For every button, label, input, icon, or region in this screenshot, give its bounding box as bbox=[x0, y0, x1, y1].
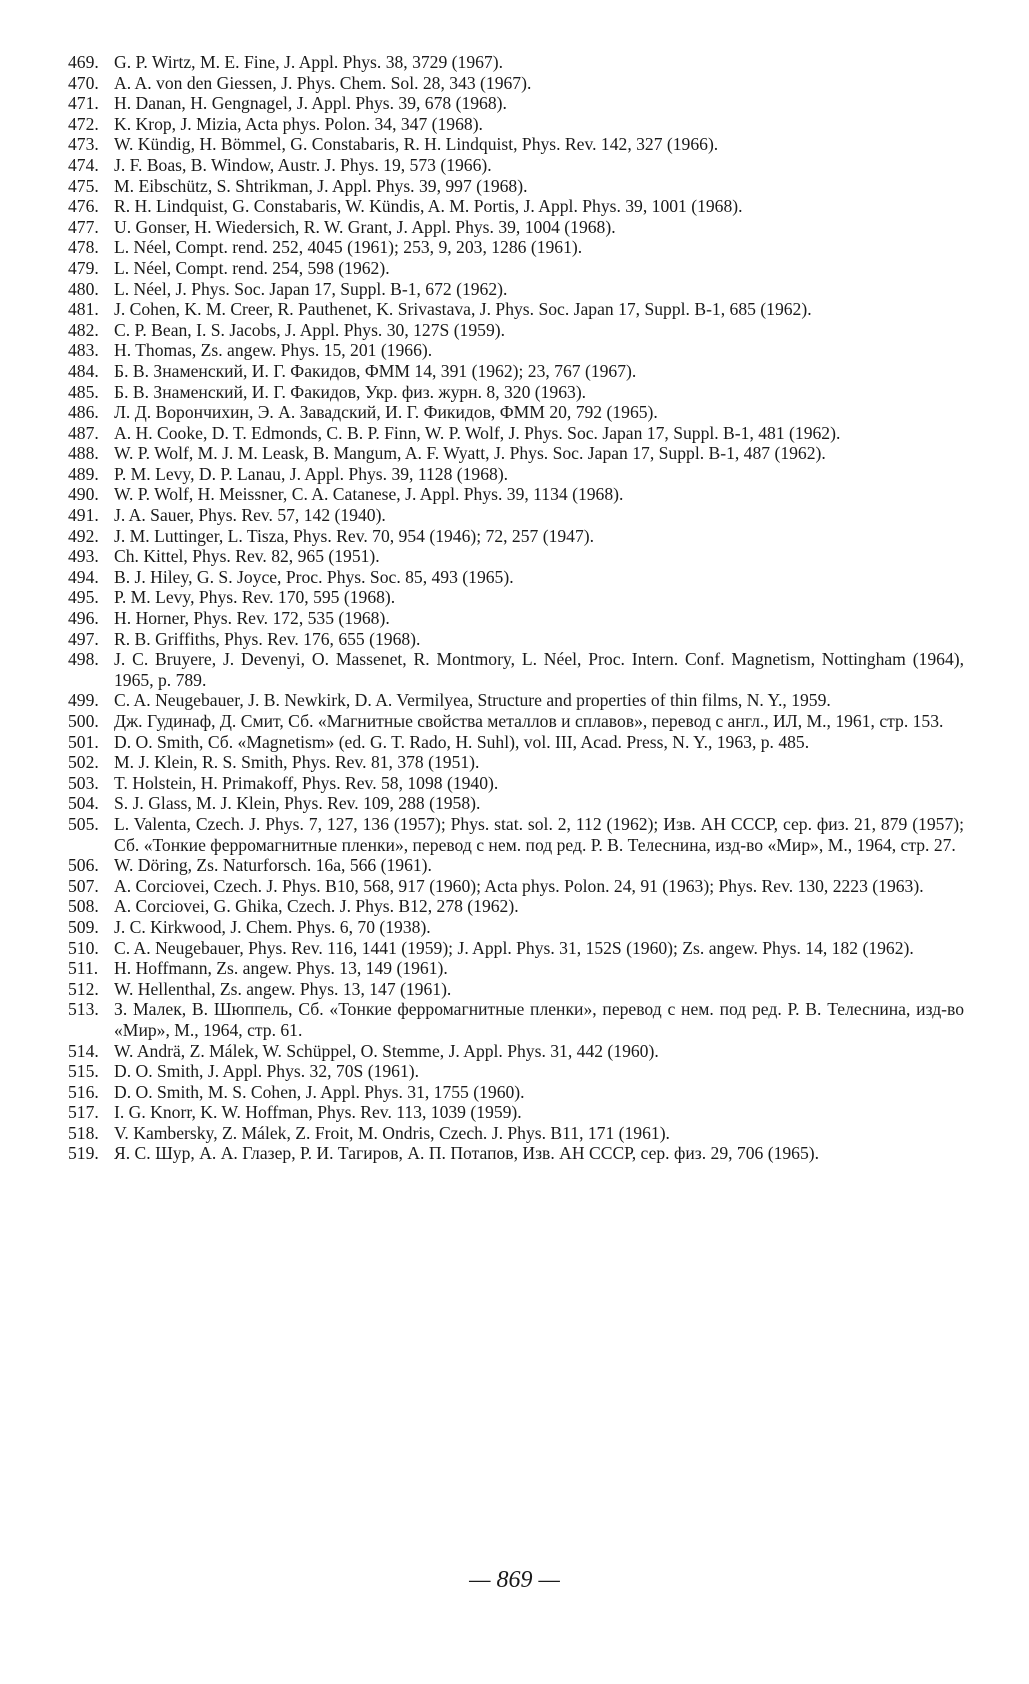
reference-text: B. J. Hiley, G. S. Joyce, Proc. Phys. Soc. 85, 493 (1965). bbox=[114, 566, 514, 587]
reference-text: L. Néel, Compt. rend. 254, 598 (1962). bbox=[114, 257, 390, 278]
reference-number: 472. bbox=[68, 113, 99, 134]
reference-item bbox=[68, 237, 964, 258]
reference-number: 473. bbox=[68, 134, 99, 155]
reference-item bbox=[68, 361, 964, 382]
page-number: — 869 — bbox=[469, 1567, 560, 1593]
reference-number: 476. bbox=[68, 196, 99, 217]
reference-item bbox=[68, 855, 964, 876]
reference-number: 500. bbox=[68, 711, 99, 731]
reference-item bbox=[68, 484, 964, 505]
reference-number: 501. bbox=[68, 731, 99, 752]
reference-number: 518. bbox=[68, 1122, 99, 1143]
reference-number: 491. bbox=[68, 505, 99, 526]
reference-number: 507. bbox=[68, 875, 99, 896]
reference-item bbox=[68, 917, 964, 938]
reference-item bbox=[68, 1102, 964, 1123]
reference-number: 502. bbox=[68, 752, 99, 773]
reference-text: J. F. Boas, B. Window, Austr. J. Phys. 19, 573 (1966). bbox=[114, 154, 492, 175]
reference-text: J. A. Sauer, Phys. Rev. 57, 142 (1940). bbox=[114, 505, 386, 526]
reference-text: З. Малек, В. Шюппель, Сб. «Тонкие ферромагнитные пленки», перевод с нем. под ред. Р. В. Телеснина, изд-во «Мир», М., 1964, стр. 61. bbox=[114, 999, 964, 1040]
reference-item bbox=[68, 752, 964, 773]
reference-text: J. C. Bruyere, J. Devenyi, O. Massenet, R. Montmory, L. Néel, Proc. Intern. Conf. Magnetism, Nottingham (1964), 1965, p. 789. bbox=[114, 649, 964, 690]
reference-text: H. Hoffmann, Zs. angew. Phys. 13, 149 (1961). bbox=[114, 958, 448, 979]
reference-text: Л. Д. Ворончихин, Э. А. Завадский, И. Г. Фикидов, ФММ 20, 792 (1965). bbox=[114, 402, 658, 423]
reference-text: U. Gonser, H. Wiedersich, R. W. Grant, J. Appl. Phys. 39, 1004 (1968). bbox=[114, 216, 616, 237]
reference-number: 486. bbox=[68, 402, 99, 423]
reference-text: I. G. Knorr, K. W. Hoffman, Phys. Rev. 113, 1039 (1959). bbox=[114, 1102, 522, 1123]
reference-number: 509. bbox=[68, 916, 99, 937]
reference-list bbox=[68, 52, 964, 1164]
reference-number: 485. bbox=[68, 381, 99, 402]
reference-item bbox=[68, 938, 964, 959]
reference-number: 504. bbox=[68, 793, 99, 814]
reference-number: 490. bbox=[68, 484, 99, 505]
reference-number: 499. bbox=[68, 690, 99, 711]
reference-number: 508. bbox=[68, 896, 99, 917]
reference-item bbox=[68, 546, 964, 567]
reference-text: C. A. Neugebauer, Phys. Rev. 116, 1441 (1959); J. Appl. Phys. 31, 152S (1960); Zs. angew. Phys. 14, 182 (1962). bbox=[114, 937, 914, 958]
reference-number: 498. bbox=[68, 649, 99, 670]
reference-item bbox=[68, 155, 964, 176]
reference-item bbox=[68, 196, 964, 217]
reference-text: W. Hellenthal, Zs. angew. Phys. 13, 147 (1961). bbox=[114, 978, 452, 999]
reference-item bbox=[68, 690, 964, 711]
reference-item bbox=[68, 773, 964, 794]
reference-item bbox=[68, 793, 964, 814]
reference-text: V. Kambersky, Z. Málek, Z. Froit, M. Ondris, Czech. J. Phys. B11, 171 (1961). bbox=[114, 1122, 670, 1143]
reference-text: L. Valenta, Czech. J. Phys. 7, 127, 136 (1957); Phys. stat. sol. 2, 112 (1962); Изв. АН СССР, сер. физ. 21, 879 (1957); Сб. «Тонкие ферромагнитные пленки», перевод с нем. под ред. Р. В. Телеснина, изд-во «Мир», М., 1964, стр. 27. bbox=[114, 813, 964, 855]
reference-text: H. Danan, H. Gengnagel, J. Appl. Phys. 39, 678 (1968). bbox=[114, 93, 507, 114]
reference-text: L. Néel, J. Phys. Soc. Japan 17, Suppl. B-1, 672 (1962). bbox=[114, 278, 508, 299]
reference-text: R. B. Griffiths, Phys. Rev. 176, 655 (1968). bbox=[114, 628, 421, 649]
reference-number: 477. bbox=[68, 216, 99, 237]
reference-text: W. Kündig, H. Bömmel, G. Constabaris, R. H. Lindquist, Phys. Rev. 142, 327 (1966). bbox=[114, 134, 719, 155]
reference-number: 474. bbox=[68, 154, 99, 175]
reference-item bbox=[68, 1143, 964, 1164]
reference-number: 482. bbox=[68, 319, 99, 340]
reference-number: 505. bbox=[68, 813, 99, 834]
reference-number: 495. bbox=[68, 587, 99, 608]
reference-item bbox=[68, 114, 964, 135]
reference-text: J. C. Kirkwood, J. Chem. Phys. 6, 70 (1938). bbox=[114, 916, 431, 937]
reference-text: M. Eibschütz, S. Shtrikman, J. Appl. Phys. 39, 997 (1968). bbox=[114, 175, 528, 196]
reference-text: A. H. Cooke, D. T. Edmonds, C. B. P. Finn, W. P. Wolf, J. Phys. Soc. Japan 17, Suppl. B-1, 481 (1962). bbox=[114, 422, 841, 443]
reference-number: 496. bbox=[68, 608, 99, 629]
reference-text: R. H. Lindquist, G. Constabaris, W. Kündis, A. M. Portis, J. Appl. Phys. 39, 1001 (1968). bbox=[114, 196, 743, 217]
reference-number: 484. bbox=[68, 360, 99, 381]
reference-number: 514. bbox=[68, 1040, 99, 1061]
reference-number: 515. bbox=[68, 1061, 99, 1082]
reference-number: 488. bbox=[68, 443, 99, 464]
reference-text: W. Döring, Zs. Naturforsch. 16a, 566 (1961). bbox=[114, 855, 432, 876]
reference-text: M. J. Klein, R. S. Smith, Phys. Rev. 81, 378 (1951). bbox=[114, 752, 480, 773]
reference-number: 479. bbox=[68, 257, 99, 278]
reference-text: L. Néel, Compt. rend. 252, 4045 (1961); 253, 9, 203, 1286 (1961). bbox=[114, 237, 583, 258]
reference-item bbox=[68, 382, 964, 403]
reference-number: 478. bbox=[68, 237, 99, 258]
reference-item bbox=[68, 711, 964, 732]
reference-number: 516. bbox=[68, 1081, 99, 1102]
reference-item bbox=[68, 629, 964, 650]
reference-text: W. P. Wolf, M. J. M. Leask, B. Mangum, A. F. Wyatt, J. Phys. Soc. Japan 17, Suppl. B-1, 487 (1962). bbox=[114, 443, 826, 464]
reference-text: C. P. Bean, I. S. Jacobs, J. Appl. Phys. 30, 127S (1959). bbox=[114, 319, 505, 340]
reference-number: 487. bbox=[68, 422, 99, 443]
reference-text: G. P. Wirtz, M. E. Fine, J. Appl. Phys. 38, 3729 (1967). bbox=[114, 52, 503, 72]
reference-item bbox=[68, 1123, 964, 1144]
reference-item bbox=[68, 896, 964, 917]
reference-text: A. A. von den Giessen, J. Phys. Chem. Sol. 28, 343 (1967). bbox=[114, 72, 532, 93]
reference-item bbox=[68, 958, 964, 979]
reference-item bbox=[68, 649, 964, 690]
reference-number: 481. bbox=[68, 299, 99, 320]
reference-text: W. Andrä, Z. Málek, W. Schüppel, O. Stemme, J. Appl. Phys. 31, 442 (1960). bbox=[114, 1040, 659, 1061]
reference-number: 494. bbox=[68, 566, 99, 587]
reference-text: A. Corciovei, Czech. J. Phys. B10, 568, 917 (1960); Acta phys. Polon. 24, 91 (1963); Phys. Rev. 130, 2223 (1963). bbox=[114, 875, 924, 896]
reference-text: J. M. Luttinger, L. Tisza, Phys. Rev. 70, 954 (1946); 72, 257 (1947). bbox=[114, 525, 595, 546]
reference-item bbox=[68, 320, 964, 341]
reference-item bbox=[68, 814, 964, 855]
reference-text: J. Cohen, K. M. Creer, R. Pauthenet, K. Srivastava, J. Phys. Soc. Japan 17, Suppl. B-1, 685 (1962). bbox=[114, 299, 812, 320]
reference-text: H. Horner, Phys. Rev. 172, 535 (1968). bbox=[114, 608, 390, 629]
reference-number: 519. bbox=[68, 1143, 99, 1164]
reference-text: Б. В. Знаменский, И. Г. Факидов, ФММ 14, 391 (1962); 23, 767 (1967). bbox=[114, 360, 637, 381]
reference-number: 492. bbox=[68, 525, 99, 546]
reference-text: Я. С. Шур, А. А. Глазер, Р. И. Тагиров, А. П. Потапов, Изв. АН СССР, сер. физ. 29, 706 (1965). bbox=[114, 1143, 820, 1164]
reference-text: S. J. Glass, M. J. Klein, Phys. Rev. 109, 288 (1958). bbox=[114, 793, 481, 814]
reference-text: A. Corciovei, G. Ghika, Czech. J. Phys. B12, 278 (1962). bbox=[114, 896, 519, 917]
reference-number: 493. bbox=[68, 546, 99, 567]
reference-number: 480. bbox=[68, 278, 99, 299]
reference-item bbox=[68, 1041, 964, 1062]
reference-item bbox=[68, 73, 964, 94]
reference-item bbox=[68, 176, 964, 197]
reference-text: P. M. Levy, D. P. Lanau, J. Appl. Phys. 39, 1128 (1968). bbox=[114, 463, 509, 484]
reference-item bbox=[68, 93, 964, 114]
reference-number: 497. bbox=[68, 628, 99, 649]
reference-text: W. P. Wolf, H. Meissner, C. A. Catanese, J. Appl. Phys. 39, 1134 (1968). bbox=[114, 484, 624, 505]
reference-number: 475. bbox=[68, 175, 99, 196]
reference-text: Б. В. Знаменский, И. Г. Факидов, Укр. физ. журн. 8, 320 (1963). bbox=[114, 381, 587, 402]
reference-item bbox=[68, 587, 964, 608]
reference-item bbox=[68, 402, 964, 423]
reference-item bbox=[68, 340, 964, 361]
reference-item bbox=[68, 876, 964, 897]
reference-item bbox=[68, 999, 964, 1040]
reference-item bbox=[68, 443, 964, 464]
reference-number: 503. bbox=[68, 772, 99, 793]
reference-item bbox=[68, 279, 964, 300]
reference-item bbox=[68, 1082, 964, 1103]
reference-item bbox=[68, 423, 964, 444]
reference-text: D. O. Smith, M. S. Cohen, J. Appl. Phys. 31, 1755 (1960). bbox=[114, 1081, 525, 1102]
reference-number: 489. bbox=[68, 463, 99, 484]
reference-text: Дж. Гудинаф, Д. Смит, Сб. «Магнитные свойства металлов и сплавов», перевод с англ., ИЛ, М., 1961, стр. 153. bbox=[114, 711, 944, 731]
reference-text: K. Krop, J. Mizia, Acta phys. Polon. 34, 347 (1968). bbox=[114, 113, 483, 134]
reference-item bbox=[68, 526, 964, 547]
reference-text: H. Thomas, Zs. angew. Phys. 15, 201 (1966). bbox=[114, 340, 433, 361]
reference-text: C. A. Neugebauer, J. B. Newkirk, D. A. Vermilyea, Structure and properties of thin films, N. Y., 1959. bbox=[114, 690, 831, 711]
reference-text: T. Holstein, H. Primakoff, Phys. Rev. 58, 1098 (1940). bbox=[114, 772, 499, 793]
reference-item bbox=[68, 979, 964, 1000]
reference-number: 511. bbox=[68, 958, 99, 979]
reference-number: 512. bbox=[68, 978, 99, 999]
reference-text: Ch. Kittel, Phys. Rev. 82, 965 (1951). bbox=[114, 546, 380, 567]
reference-number: 506. bbox=[68, 855, 99, 876]
reference-text: D. O. Smith, J. Appl. Phys. 32, 70S (1961). bbox=[114, 1061, 419, 1082]
reference-item bbox=[68, 134, 964, 155]
reference-number: 471. bbox=[68, 93, 99, 114]
reference-item bbox=[68, 258, 964, 279]
reference-text: D. O. Smith, Сб. «Magnetism» (ed. G. T. Rado, H. Suhl), vol. III, Acad. Press, N. Y., 1963, p. 485. bbox=[114, 731, 810, 752]
reference-number: 470. bbox=[68, 72, 99, 93]
reference-item bbox=[68, 567, 964, 588]
reference-number: 483. bbox=[68, 340, 99, 361]
reference-text: P. M. Levy, Phys. Rev. 170, 595 (1968). bbox=[114, 587, 396, 608]
reference-item bbox=[68, 52, 964, 73]
reference-item bbox=[68, 608, 964, 629]
reference-item bbox=[68, 732, 964, 753]
reference-item bbox=[68, 464, 964, 485]
reference-item bbox=[68, 217, 964, 238]
reference-number: 510. bbox=[68, 937, 99, 958]
reference-number: 469. bbox=[68, 52, 99, 72]
reference-number: 513. bbox=[68, 999, 99, 1020]
reference-number: 517. bbox=[68, 1102, 99, 1123]
reference-item bbox=[68, 505, 964, 526]
reference-item bbox=[68, 1061, 964, 1082]
reference-item bbox=[68, 299, 964, 320]
